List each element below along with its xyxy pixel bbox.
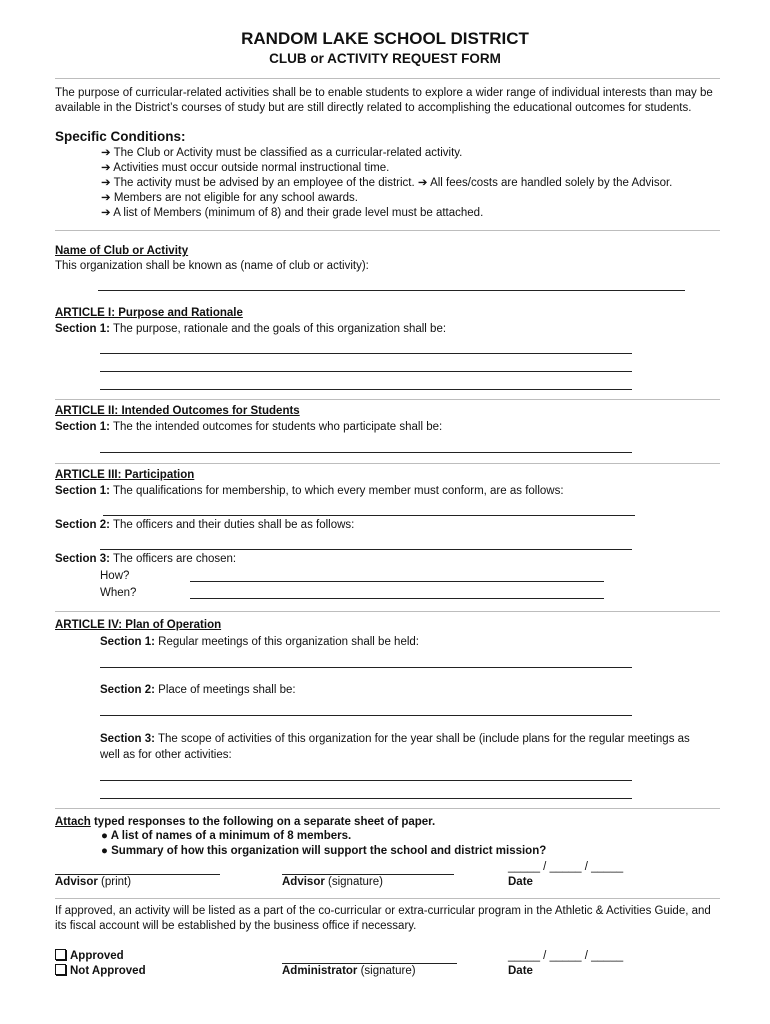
advisor-signature-label (282, 875, 383, 889)
section-label: Section 3: (100, 733, 155, 745)
article2-section1 (55, 420, 442, 434)
divider (55, 230, 720, 231)
condition-item: ➔ The activity must be advised by an employee of the district. ➔ All fees/costs are handled solely by the Advisor. (101, 177, 673, 189)
section-text: The officers are chosen: (109, 553, 237, 565)
page-title: RANDOM LAKE SCHOOL DISTRICT (241, 29, 529, 48)
article1-heading: ARTICLE I: Purpose and Rationale (55, 307, 243, 319)
attach-rest: typed responses to the following on a separate sheet of paper. (90, 816, 436, 828)
article3-section1 (55, 484, 564, 498)
article4-section3 (100, 731, 700, 763)
section-label: Section 1: (100, 636, 155, 648)
advisor-date-field[interactable]: _____ / _____ / _____ (508, 861, 624, 873)
label-rest: (print) (97, 876, 132, 888)
attach-bullet: ● A list of names of a minimum of 8 members. (101, 830, 352, 842)
approval-note: If approved, an activity will be listed as a part of the co-curricular or extra-curricular program in the Athletic & Activities Guide, and its fiscal account will be established by the business office if necessary. (55, 905, 711, 932)
section-text: The qualifications for membership, to which every member must conform, are as follows: (109, 485, 564, 497)
officers-duties-input[interactable] (100, 535, 632, 550)
attach-instruction (55, 815, 435, 829)
when-label: When? (100, 587, 137, 599)
section-label: Section 1: (55, 421, 110, 433)
article4-heading: ARTICLE IV: Plan of Operation (55, 619, 222, 631)
meeting-schedule-input[interactable] (100, 653, 632, 668)
label-bold: Advisor (282, 876, 325, 888)
date-label: Date (508, 876, 533, 888)
section-text: The the intended outcomes for students who participate shall be: (109, 421, 443, 433)
when-input[interactable] (190, 584, 604, 599)
article2-heading: ARTICLE II: Intended Outcomes for Students (55, 405, 300, 417)
condition-item: ➔ A list of Members (minimum of 8) and their grade level must be attached. (101, 207, 484, 219)
attach-bullet: ● Summary of how this organization will support the school and district mission? (101, 845, 547, 857)
label-bold: Administrator (282, 965, 358, 977)
admin-date-field[interactable]: _____ / _____ / _____ (508, 950, 624, 962)
name-prompt: This organization shall be known as (name of club or activity): (55, 260, 369, 272)
how-input[interactable] (190, 567, 604, 582)
advisor-print-input[interactable] (55, 860, 220, 875)
checkbox-icon[interactable] (55, 964, 66, 975)
meeting-place-input[interactable] (100, 701, 632, 716)
advisor-print-label (55, 875, 131, 889)
divider (55, 463, 720, 464)
administrator-signature-label (282, 964, 416, 978)
label-rest: (signature) (357, 965, 416, 977)
condition-item: ➔ The Club or Activity must be classified as a curricular-related activity. (101, 147, 463, 159)
section-label: Section 1: (55, 485, 110, 497)
divider (55, 898, 720, 899)
article4-section1 (100, 635, 419, 649)
article4-section2 (100, 683, 296, 697)
conditions-heading: Specific Conditions: (55, 129, 186, 144)
section-label: Section 3: (55, 553, 110, 565)
condition-item: ➔ Members are not eligible for any school awards. (101, 192, 359, 204)
club-name-input[interactable] (98, 276, 685, 291)
checkbox-icon[interactable] (55, 949, 66, 960)
date-label: Date (508, 965, 533, 977)
name-heading: Name of Club or Activity (55, 245, 189, 257)
section-text: The officers and their duties shall be as follows: (109, 519, 355, 531)
section-text: The purpose, rationale and the goals of this organization shall be: (109, 323, 447, 335)
attach-word: Attach (55, 816, 91, 828)
section-text: The scope of activities of this organization for the year shall be (include plans for the regular meetings as well as for other activities: (100, 733, 690, 761)
outcomes-input[interactable] (100, 438, 632, 453)
divider (55, 78, 720, 79)
divider (55, 611, 720, 612)
label-rest: (signature) (324, 876, 383, 888)
condition-item: ➔ Activities must occur outside normal instructional time. (101, 162, 390, 174)
section-text: Regular meetings of this organization shall be held: (154, 636, 419, 648)
intro-paragraph: The purpose of curricular-related activities shall be to enable students to explore a wider range of individual interests than may be available in the District’s courses of study but are still directly related to accomplishing the educational outcomes for students. (55, 87, 713, 114)
how-label: How? (100, 570, 130, 582)
section-label: Section 2: (55, 519, 110, 531)
article3-heading: ARTICLE III: Participation (55, 469, 195, 481)
not-approved-label: Not Approved (70, 965, 146, 977)
qualifications-input[interactable] (103, 501, 635, 516)
divider (55, 808, 720, 809)
scope-line-2[interactable] (100, 784, 632, 799)
section-label: Section 2: (100, 684, 155, 696)
advisor-signature-input[interactable] (282, 860, 454, 875)
administrator-signature-input[interactable] (282, 949, 457, 964)
approved-option[interactable] (55, 949, 124, 963)
label-bold: Advisor (55, 876, 98, 888)
article3-section3 (55, 552, 236, 566)
form-subtitle: CLUB or ACTIVITY REQUEST FORM (269, 51, 501, 66)
purpose-line-1[interactable] (100, 339, 632, 354)
purpose-line-3[interactable] (100, 375, 632, 390)
scope-line-1[interactable] (100, 766, 632, 781)
purpose-line-2[interactable] (100, 357, 632, 372)
approved-label: Approved (70, 950, 124, 962)
section-label: Section 1: (55, 323, 110, 335)
article1-section1 (55, 322, 446, 336)
divider (55, 399, 720, 400)
not-approved-option[interactable] (55, 964, 146, 978)
section-text: Place of meetings shall be: (154, 684, 296, 696)
article3-section2 (55, 518, 354, 532)
